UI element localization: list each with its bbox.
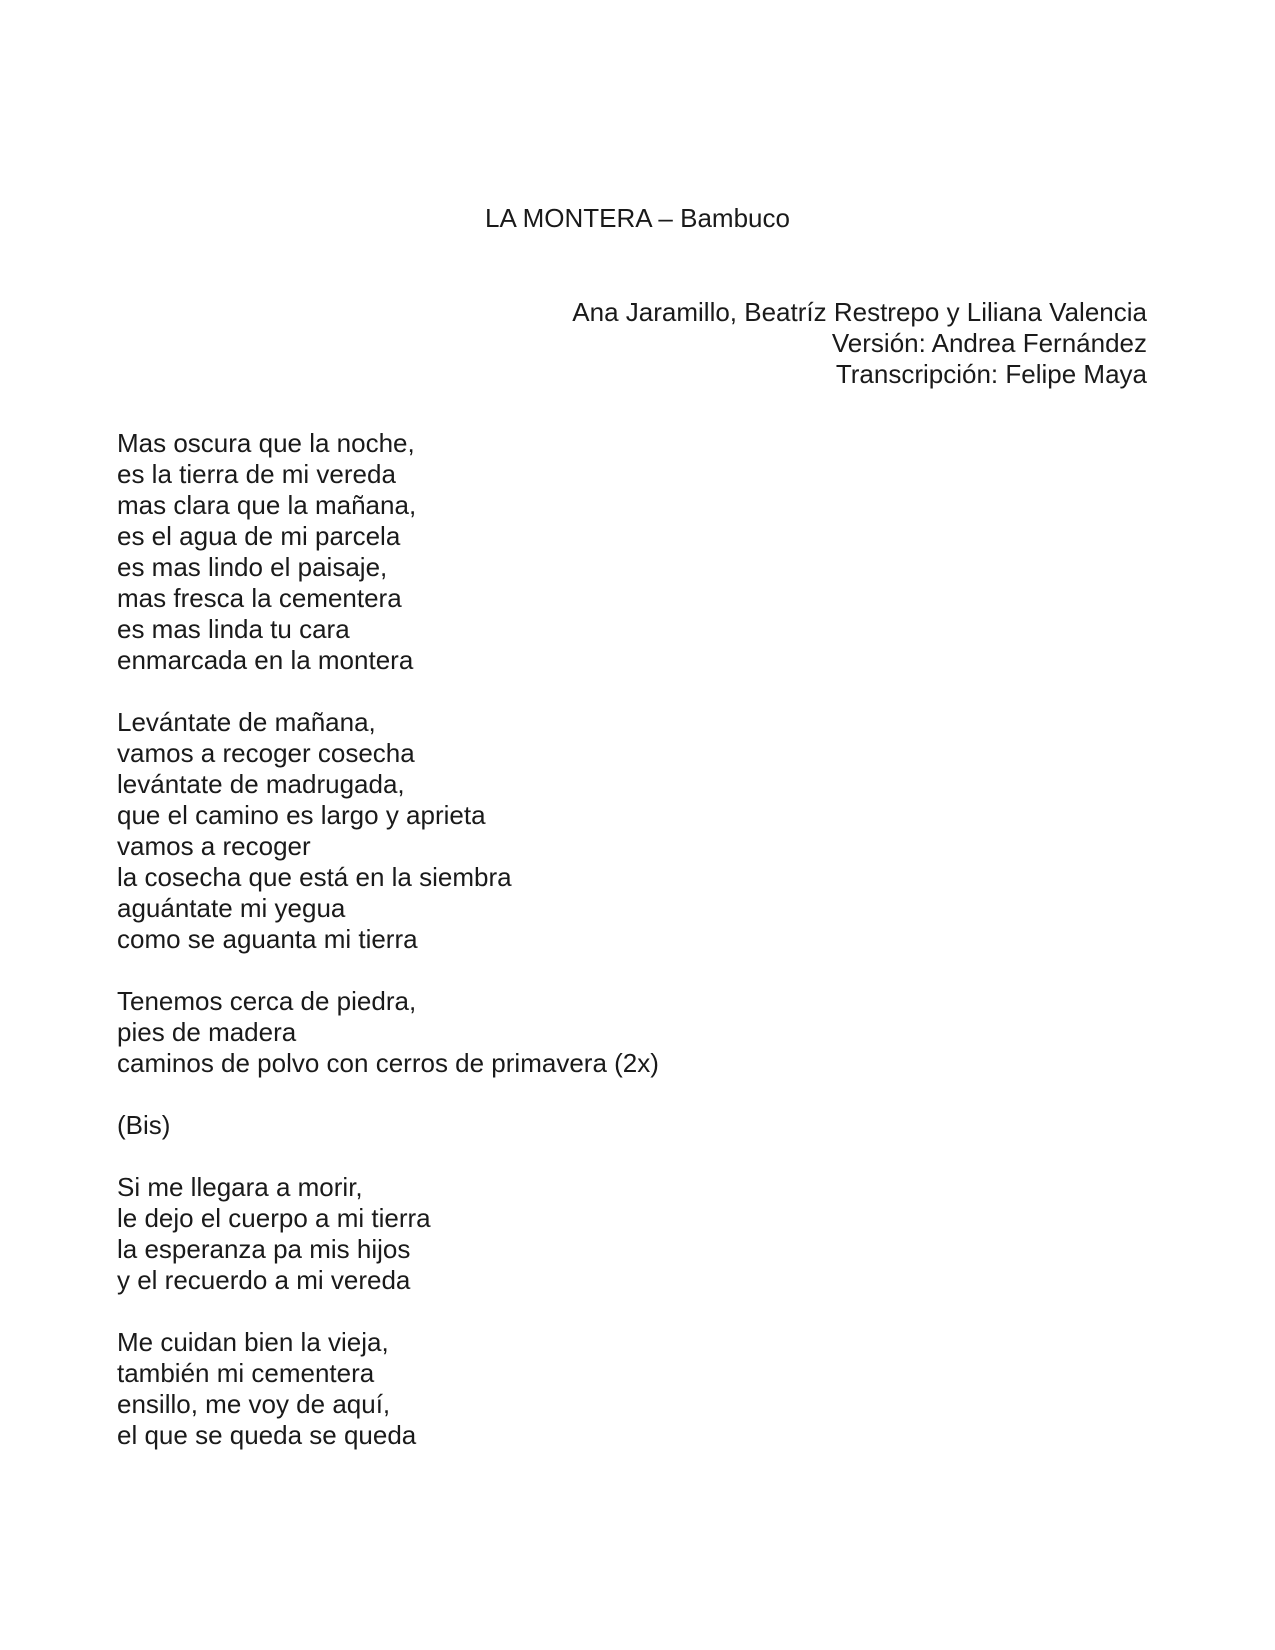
lyric-line: también mi cementera (117, 1358, 375, 1388)
stanza (117, 707, 659, 955)
stanza (117, 1327, 659, 1451)
lyric-line: aguántate mi yegua (117, 893, 346, 923)
lyric-line: Mas oscura que la noche, (117, 428, 415, 458)
lyric-line: que el camino es largo y aprieta (117, 800, 486, 830)
lyric-line: y el recuerdo a mi vereda (117, 1265, 411, 1295)
lyric-line: la esperanza pa mis hijos (117, 1234, 411, 1264)
lyric-line: Tenemos cerca de piedra, (117, 986, 417, 1016)
lyric-line: Si me llegara a morir, (117, 1172, 363, 1202)
version-line: Versión: Andrea Fernández (831, 328, 1147, 358)
lyric-line: mas clara que la mañana, (117, 490, 417, 520)
stanza (117, 1110, 659, 1141)
lyric-line: enmarcada en la montera (117, 645, 414, 675)
credits-block (572, 297, 1147, 390)
lyric-line: es mas lindo el paisaje, (117, 552, 388, 582)
lyric-line: levántate de madrugada, (117, 769, 405, 799)
stanza (117, 986, 659, 1079)
lyric-line: vamos a recoger cosecha (117, 738, 415, 768)
lyric-line: Me cuidan bien la vieja, (117, 1327, 389, 1357)
lyric-line: pies de madera (117, 1017, 297, 1047)
lyric-line: ensillo, me voy de aquí, (117, 1389, 391, 1419)
lyric-line: el que se queda se queda (117, 1420, 417, 1450)
lyric-line: es la tierra de mi vereda (117, 459, 396, 489)
lyric-line: mas fresca la cementera (117, 583, 402, 613)
lyrics-body (117, 428, 659, 1482)
lyric-line: es el agua de mi parcela (117, 521, 401, 551)
stanza (117, 1172, 659, 1296)
transcription-line: Transcripción: Felipe Maya (835, 359, 1147, 389)
lyric-line: vamos a recoger (117, 831, 311, 861)
song-title: LA MONTERA – Bambuco (485, 203, 790, 233)
lyric-line: le dejo el cuerpo a mi tierra (117, 1203, 431, 1233)
lyric-line: caminos de polvo con cerros de primavera (2x) (117, 1048, 659, 1078)
authors-line: Ana Jaramillo, Beatríz Restrepo y Liliana Valencia (572, 297, 1147, 327)
lyric-line: Levántate de mañana, (117, 707, 376, 737)
lyric-line: (Bis) (117, 1110, 171, 1140)
stanza (117, 428, 659, 676)
lyric-line: es mas linda tu cara (117, 614, 350, 644)
lyric-line: la cosecha que está en la siembra (117, 862, 512, 892)
lyric-line: como se aguanta mi tierra (117, 924, 418, 954)
